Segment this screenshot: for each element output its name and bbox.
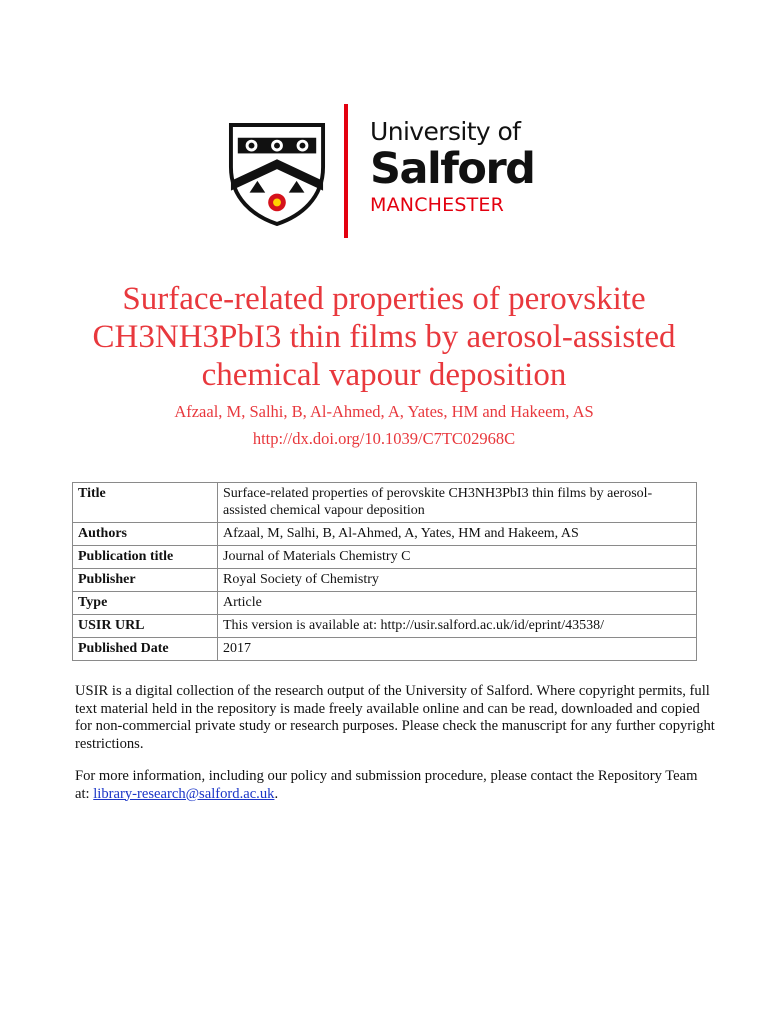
row-value-publication-title: Journal of Materials Chemistry C (218, 546, 697, 569)
logo-wordmark (370, 118, 534, 218)
logo-salford: Salford (370, 144, 535, 194)
university-logo (228, 100, 548, 240)
table-row (73, 638, 697, 661)
row-value-title: Surface-related properties of perovskite CH3NH3PbI3 thin films by aerosol-assisted chemical vapour deposition (218, 483, 697, 523)
usir-description: USIR is a digital collection of the research output of the University of Salford. Where copyright permits, full text material held in the repository is made freely available online and can be read, downloaded and copied for non-commercial private study or research purposes. Please check the manuscript for any further copyright restrictions. (75, 683, 715, 752)
table-row (73, 523, 697, 546)
row-label-published-date: Published Date (73, 638, 218, 661)
row-value-published-date: 2017 (218, 638, 697, 661)
logo-divider (344, 104, 348, 238)
row-label-publisher: Publisher (73, 569, 218, 592)
table-row (73, 592, 697, 615)
table-row (73, 615, 697, 638)
table-row (73, 569, 697, 592)
row-label-publication-title: Publication title (73, 546, 218, 569)
table-row (73, 546, 697, 569)
row-label-type: Type (73, 592, 218, 615)
row-label-usir-url: USIR URL (73, 615, 218, 638)
row-value-authors: Afzaal, M, Salhi, B, Al-Ahmed, A, Yates, HM and Hakeem, AS (218, 523, 697, 546)
logo-university-of: University of (370, 117, 521, 146)
shield-crest-icon (228, 122, 326, 226)
repository-email-link[interactable]: library-research@salford.ac.uk (93, 785, 275, 802)
row-value-publisher: Royal Society of Chemistry (218, 569, 697, 592)
row-value-usir-url[interactable]: This version is available at: http://usir.salford.ac.uk/id/eprint/43538/ (218, 615, 697, 638)
row-value-type: Article (218, 592, 697, 615)
logo-manchester: MANCHESTER (370, 194, 505, 216)
doi-link[interactable]: http://dx.doi.org/10.1039/C7TC02968C (252, 429, 516, 448)
metadata-table (72, 482, 697, 661)
row-label-authors: Authors (73, 523, 218, 546)
table-row (73, 483, 697, 523)
document-authors: Afzaal, M, Salhi, B, Al-Ahmed, A, Yates, HM and Hakeem, AS (174, 402, 594, 421)
contact-paragraph (75, 768, 715, 803)
contact-suffix: . (274, 785, 279, 802)
row-label-title: Title (73, 483, 218, 523)
document-title: Surface-related properties of perovskite CH3NH3PbI3 thin films by aerosol-assisted chemical vapour deposition (92, 281, 676, 393)
contact-text: For more information, including our policy and submission procedure, please contact the Repository Team at: (75, 768, 698, 802)
